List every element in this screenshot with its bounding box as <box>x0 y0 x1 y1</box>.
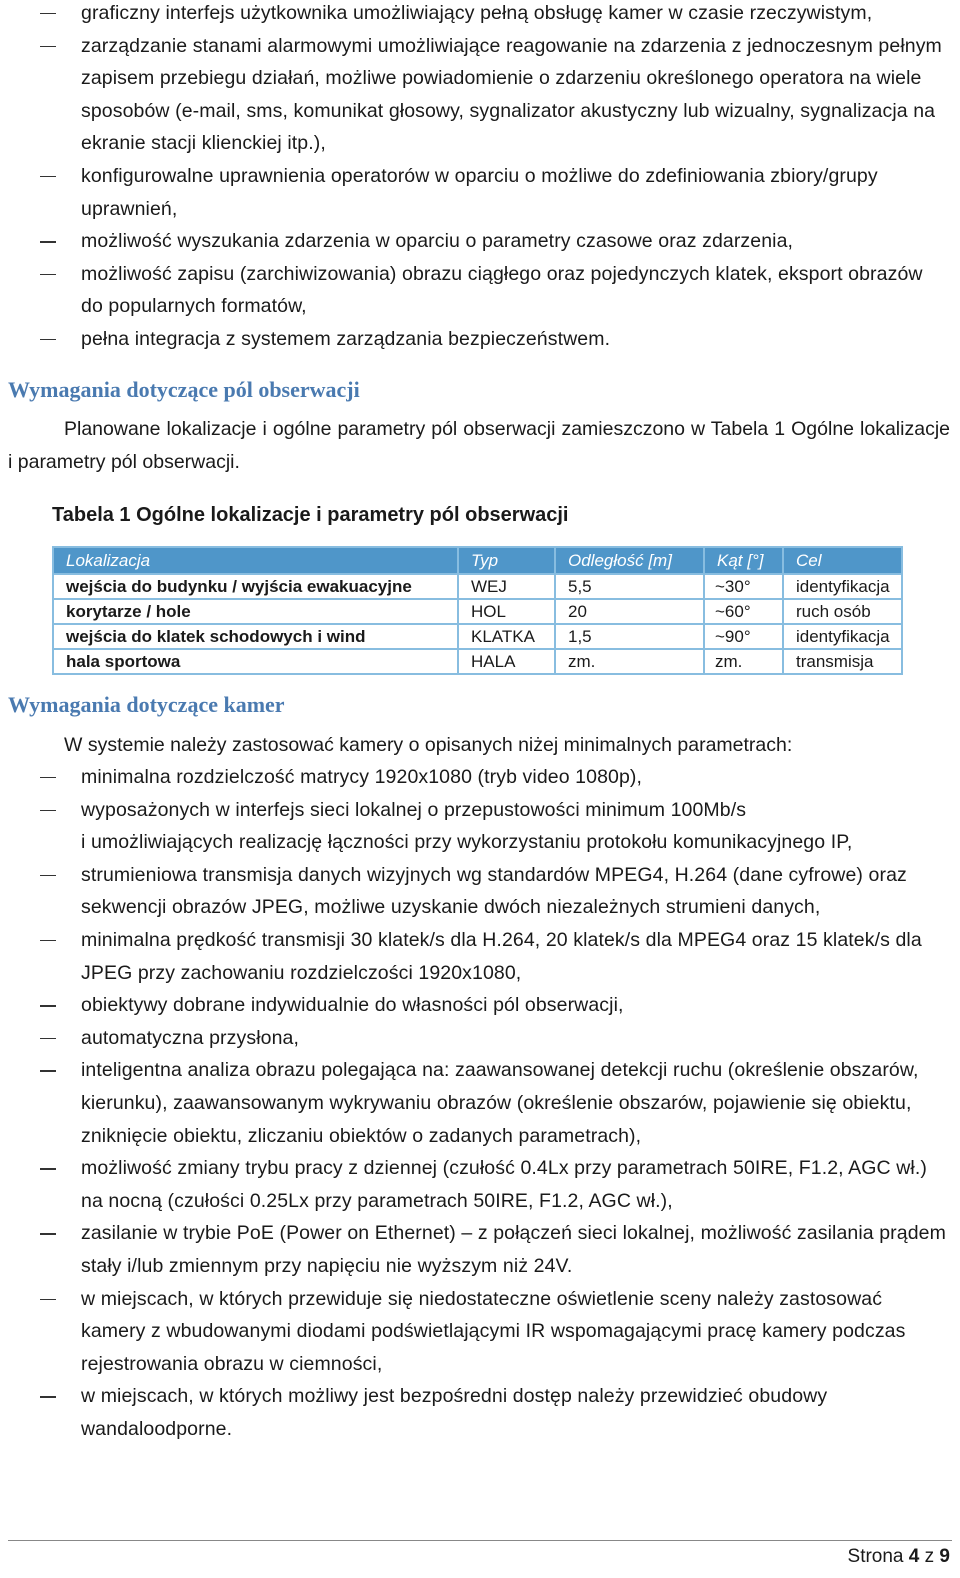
list-item: minimalna prędkość transmisji 30 klatek/s dla H.264, 20 klatek/s dla MPEG4 oraz 15 klatek/s dla JPEG przy zachowaniu rozdzielczości 1920x1080, <box>0 924 960 989</box>
cell-location: wejścia do budynku / wyjścia ewakuacyjne <box>53 574 458 599</box>
section-paragraph-observation-fields: Planowane lokalizacje i ogólne parametry pól obserwacji zamieszczono w Tabela 1 Ogólne lokalizacje i parametry pól obserwacji. <box>8 418 950 473</box>
cell-location: korytarze / hole <box>53 599 458 624</box>
list-item: graficzny interfejs użytkownika umożliwiający pełną obsługę kamer w czasie rzeczywistym, <box>0 0 960 30</box>
cell-distance: 20 <box>555 599 704 624</box>
column-header-distance: Odległość [m] <box>555 547 704 574</box>
requirements-list-top <box>0 0 960 356</box>
list-item: możliwość wyszukania zdarzenia w oparciu o parametry czasowe oraz zdarzenia, <box>0 225 960 258</box>
table-row <box>53 599 902 624</box>
total-pages-number: 9 <box>939 1546 950 1567</box>
dash-bullet-icon <box>40 339 56 340</box>
table-row <box>53 574 902 599</box>
dash-bullet-icon <box>40 875 56 876</box>
list-item: w miejscach, w których przewiduje się niedostateczne oświetlenie sceny należy zastosować kamery z wbudowanymi diodami podświetlającymi IR wspomagającymi pracę kamery podczas rejestrowania obrazu w ciemności, <box>0 1283 960 1381</box>
table-row <box>53 624 902 649</box>
dash-bullet-icon <box>40 1070 56 1071</box>
list-item: obiektywy dobrane indywidualnie do własności pól obserwacji, <box>0 989 960 1022</box>
cell-distance: 1,5 <box>555 624 704 649</box>
cell-angle: ~30° <box>704 574 783 599</box>
list-item: zarządzanie stanami alarmowymi umożliwiające reagowanie na zdarzenia z jednoczesnym pełnym zapisem przebiegu działań, możliwe powiadomienie o zdarzeniu określonego operatora na wiele sposobów (e-mail, sms, komunikat głosowy, sygnalizator akustyczny lub wizualny, sygnalizacja na ekranie stacji klienckiej itp.), <box>0 30 960 160</box>
dash-bullet-icon <box>40 13 56 14</box>
list-item: wyposażonych w interfejs sieci lokalnej o przepustowości minimum 100Mb/s i umożliwiających realizację łączności przy wykorzystaniu protokołu komunikacyjnego IP, <box>0 794 960 859</box>
dash-bullet-icon <box>40 1233 56 1234</box>
list-item: automatyczna przysłona, <box>0 1022 960 1055</box>
list-item: minimalna rozdzielczość matrycy 1920x1080 (tryb video 1080p), <box>0 761 960 794</box>
footer-divider <box>8 1540 952 1541</box>
section-heading-cameras: Wymagania dotyczące kamer <box>8 692 285 717</box>
table-header-row <box>53 547 902 574</box>
list-item: strumieniowa transmisja danych wizyjnych wg standardów MPEG4, H.264 (dane cyfrowe) oraz sekwencji obrazów JPEG, możliwe uzyskanie dwóch niezależnych strumieni danych, <box>0 859 960 924</box>
cell-type: HOL <box>458 599 555 624</box>
dash-bullet-icon <box>40 810 56 811</box>
cell-purpose: identyfikacja <box>783 574 902 599</box>
cell-purpose: transmisja <box>783 649 902 674</box>
camera-requirements-list <box>0 761 960 1445</box>
list-item: pełna integracja z systemem zarządzania bezpieczeństwem. <box>0 323 960 356</box>
dash-bullet-icon <box>40 1396 56 1397</box>
list-item: możliwość zmiany trybu pracy z dziennej (czułość 0.4Lx przy parametrach 50IRE, F1.2, AGC wł.) na nocną (czułości 0.25Lx przy parametrach 50IRE, F1.2, AGC wł.), <box>0 1152 960 1217</box>
current-page-number: 4 <box>908 1546 920 1567</box>
dash-bullet-icon <box>40 1168 56 1169</box>
page-footer <box>848 1546 950 1568</box>
cell-angle: zm. <box>704 649 783 674</box>
dash-bullet-icon <box>40 241 56 242</box>
section-paragraph-cameras: W systemie należy zastosować kamery o opisanych niżej minimalnych parametrach: <box>64 734 793 756</box>
section-heading-observation-fields: Wymagania dotyczące pól obserwacji <box>8 377 360 402</box>
cell-type: HALA <box>458 649 555 674</box>
page-of-label: z <box>924 1546 935 1567</box>
table-caption: Tabela 1 Ogólne lokalizacje i parametry pól obserwacji <box>52 504 569 526</box>
dash-bullet-icon <box>40 1038 56 1039</box>
column-header-purpose: Cel <box>783 547 902 574</box>
dash-bullet-icon <box>40 176 56 177</box>
list-item: konfigurowalne uprawnienia operatorów w oparciu o możliwe do zdefiniowania zbiory/grupy uprawnień, <box>0 160 960 225</box>
dash-bullet-icon <box>40 274 56 275</box>
list-item: w miejscach, w których możliwy jest bezpośredni dostęp należy przewidzieć obudowy wandaloodporne. <box>0 1380 960 1445</box>
column-header-location: Lokalizacja <box>53 547 458 574</box>
list-item: zasilanie w trybie PoE (Power on Ethernet) – z połączeń sieci lokalnej, możliwość zasilania prądem stały i/lub zmiennym przy napięciu nie wyższym niż 24V. <box>0 1217 960 1282</box>
cell-angle: ~90° <box>704 624 783 649</box>
cell-type: WEJ <box>458 574 555 599</box>
table-row <box>53 649 902 674</box>
cell-location: hala sportowa <box>53 649 458 674</box>
dash-bullet-icon <box>40 1005 56 1006</box>
list-item: inteligentna analiza obrazu polegająca na: zaawansowanej detekcji ruchu (określenie obszarów, kierunku), zaawansowanym wykrywaniu obrazów (określenie obszarów, pojawienie się obiektu, zniknięcie obiektu, zliczaniu obiektów o zadanych parametrach), <box>0 1054 960 1152</box>
dash-bullet-icon <box>40 777 56 778</box>
observation-fields-table <box>52 546 903 675</box>
cell-distance: 5,5 <box>555 574 704 599</box>
cell-purpose: ruch osób <box>783 599 902 624</box>
dash-bullet-icon <box>40 1299 56 1300</box>
page-label: Strona <box>847 1546 904 1567</box>
column-header-angle: Kąt [°] <box>704 547 783 574</box>
cell-location: wejścia do klatek schodowych i wind <box>53 624 458 649</box>
dash-bullet-icon <box>40 46 56 47</box>
column-header-type: Typ <box>458 547 555 574</box>
cell-purpose: identyfikacja <box>783 624 902 649</box>
list-item: możliwość zapisu (zarchiwizowania) obrazu ciągłego oraz pojedynczych klatek, eksport obrazów do popularnych formatów, <box>0 258 960 323</box>
cell-type: KLATKA <box>458 624 555 649</box>
cell-distance: zm. <box>555 649 704 674</box>
dash-bullet-icon <box>40 940 56 941</box>
cell-angle: ~60° <box>704 599 783 624</box>
